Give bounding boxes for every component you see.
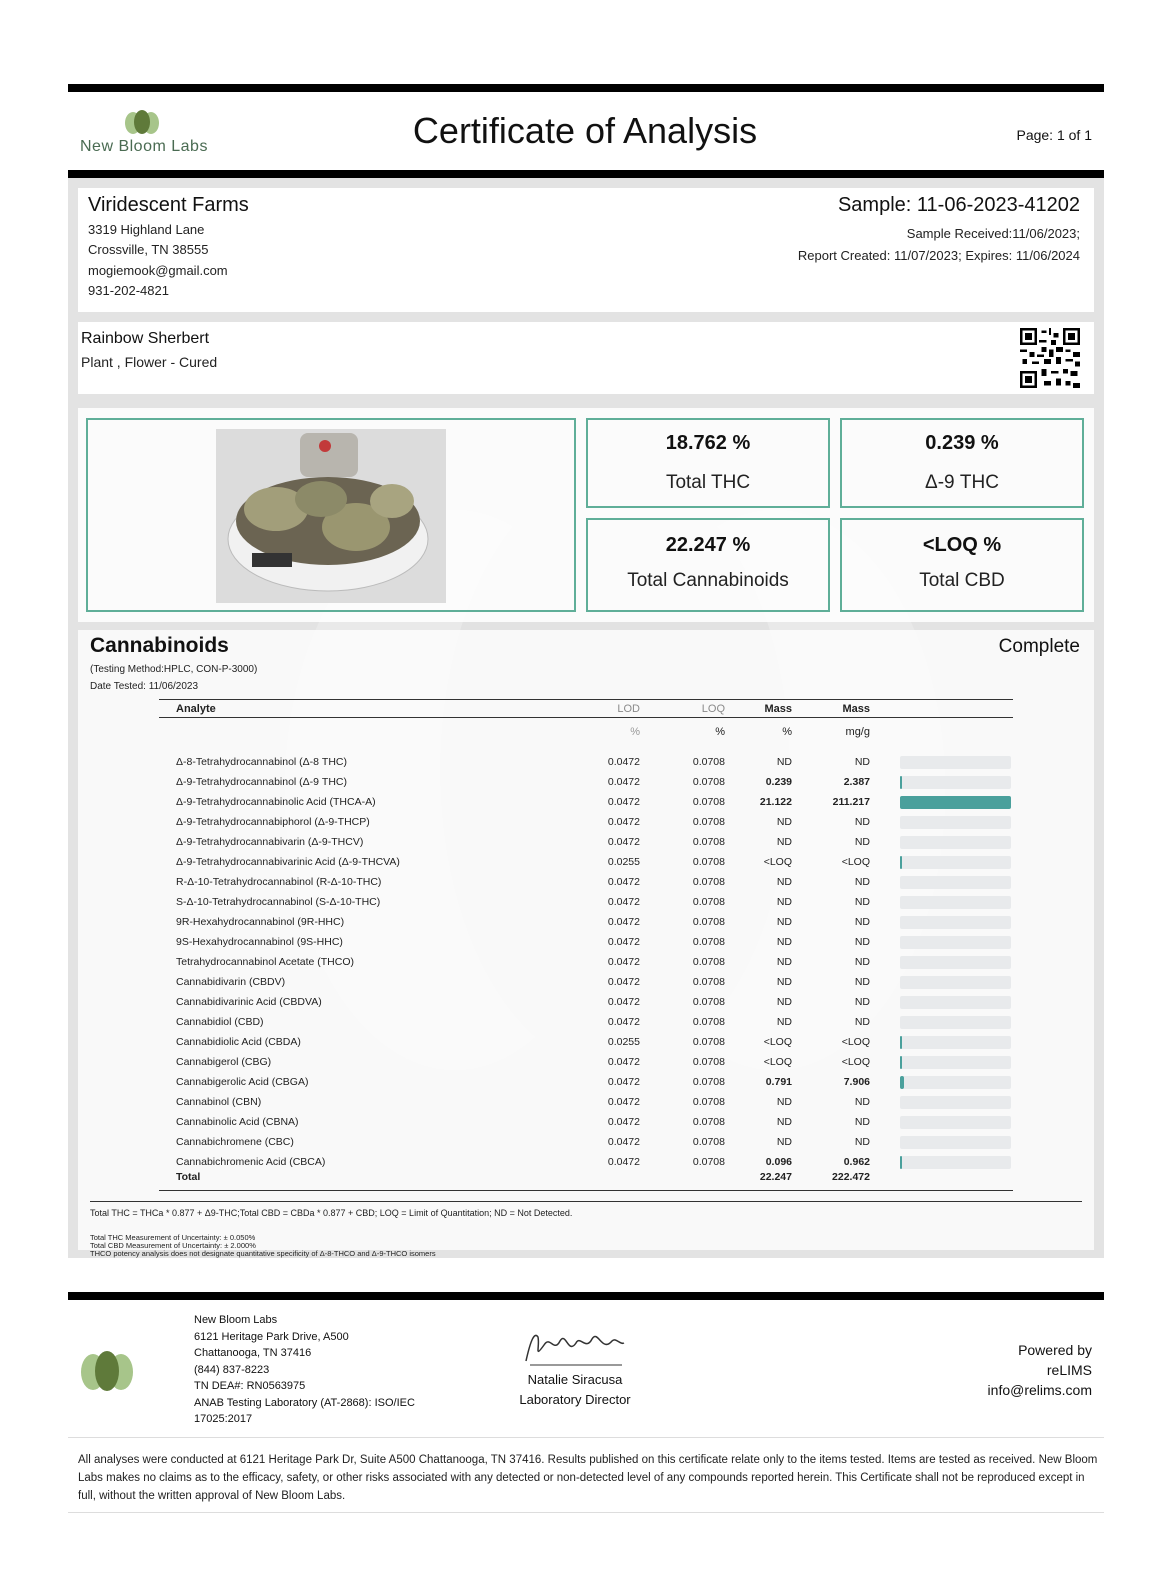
- page-title: Certificate of Analysis: [412, 110, 758, 151]
- lod-value: 0.0472: [607, 816, 640, 828]
- lod-value: 0.0472: [607, 916, 640, 928]
- section-title: Cannabinoids: [90, 634, 229, 657]
- table-row: [0, 912, 1170, 932]
- signer-name: Natalie Siracusa: [527, 1372, 623, 1387]
- mass-pct-value: ND: [776, 1136, 792, 1148]
- mass-bar-track: [900, 876, 1011, 889]
- analyte-name: Cannabidiol (CBD): [176, 1016, 264, 1028]
- product-name: Rainbow Sherbert: [81, 330, 210, 347]
- analyte-name: Δ-9-Tetrahydrocannabiphorol (Δ-9-THCP): [176, 816, 370, 828]
- date-tested: Date Tested: 11/06/2023: [90, 681, 199, 692]
- mass-mg-value: 7.906: [843, 1076, 870, 1088]
- analyte-name: Δ-8-Tetrahydrocannabinol (Δ-8 THC): [176, 756, 348, 768]
- loq-value: 0.0708: [692, 796, 725, 808]
- lab-address2: Chattanooga, TN 37416: [194, 1347, 312, 1359]
- total-mass-mg: 222.472: [832, 1171, 870, 1183]
- mass-bar-track: [900, 1116, 1011, 1129]
- mass-bar-fill: [900, 1076, 904, 1089]
- mass-pct-value: 0.791: [765, 1076, 792, 1088]
- loq-value: 0.0708: [692, 776, 725, 788]
- status-label: Complete: [998, 636, 1080, 657]
- table-header-rule: [159, 717, 1013, 718]
- mass-bar-fill: [900, 796, 1011, 809]
- powered-by-label: Powered by: [1018, 1342, 1092, 1358]
- product-panel: [78, 322, 1094, 394]
- mass-pct-value: ND: [776, 756, 792, 768]
- lab-accreditation-standard: 17025:2017: [194, 1413, 253, 1425]
- mass-mg-value: <LOQ: [841, 1056, 870, 1068]
- mass-pct-value: ND: [776, 916, 792, 928]
- lod-value: 0.0472: [607, 1156, 640, 1168]
- analyte-name: Cannabichromenic Acid (CBCA): [176, 1156, 326, 1168]
- mass-pct-value: 0.096: [765, 1156, 792, 1168]
- loq-value: 0.0708: [692, 856, 725, 868]
- loq-value: 0.0708: [692, 936, 725, 948]
- bloom-logo-icon: [124, 109, 160, 135]
- analyte-name: Δ-9-Tetrahydrocannabivarin (Δ-9-THCV): [176, 836, 364, 848]
- lod-value: 0.0472: [607, 896, 640, 908]
- mass-bar-track: [900, 936, 1011, 949]
- client-address1: 3319 Highland Lane: [88, 222, 205, 237]
- loq-value: 0.0708: [692, 1076, 725, 1088]
- mass-bar-track: [900, 1016, 1011, 1029]
- table-row: [0, 832, 1170, 852]
- client-address2: Crossville, TN 38555: [88, 242, 209, 257]
- loq-value: 0.0708: [692, 836, 725, 848]
- lod-value: 0.0472: [607, 1136, 640, 1148]
- analyte-name: Cannabigerol (CBG): [176, 1056, 272, 1068]
- total-cbd-label: Total CBD: [919, 570, 1005, 591]
- unit-loq: %: [715, 726, 725, 738]
- client-name: Viridescent Farms: [88, 194, 249, 216]
- loq-value: 0.0708: [692, 916, 725, 928]
- total-thc-value: 18.762 %: [665, 432, 751, 454]
- lab-accreditation: ANAB Testing Laboratory (AT-2868): ISO/IEC: [194, 1397, 415, 1409]
- lod-value: 0.0472: [607, 976, 640, 988]
- table-row: [0, 952, 1170, 972]
- lab-address1: 6121 Heritage Park Drive, A500: [194, 1331, 349, 1343]
- testing-method: (Testing Method:HPLC, CON-P-3000): [90, 664, 258, 675]
- mass-bar-track: [900, 1036, 1011, 1049]
- mass-bar-track: [900, 856, 1011, 869]
- mass-pct-value: ND: [776, 976, 792, 988]
- header-rule: [68, 170, 1104, 178]
- total-cannabinoids-label: Total Cannabinoids: [627, 570, 789, 591]
- table-row: [0, 772, 1170, 792]
- table-top-rule: [159, 699, 1013, 700]
- footer-logo-icon: [80, 1350, 134, 1392]
- analyte-name: Cannabinol (CBN): [176, 1096, 262, 1108]
- mass-mg-value: ND: [854, 836, 870, 848]
- lod-value: 0.0472: [607, 876, 640, 888]
- unit-mass-pct: %: [782, 726, 792, 738]
- mass-pct-value: ND: [776, 836, 792, 848]
- header-mass-pct: Mass: [764, 703, 792, 715]
- table-row: [0, 1052, 1170, 1072]
- sample-id: Sample: 11-06-2023-41202: [837, 194, 1080, 216]
- lod-value: 0.0255: [607, 856, 640, 868]
- mass-mg-value: 2.387: [843, 776, 870, 788]
- mass-pct-value: 0.239: [765, 776, 792, 788]
- total-thc-label: Total THC: [665, 472, 751, 493]
- total-cbd-box: [840, 518, 1084, 612]
- client-email: mogiemook@gmail.com: [88, 263, 228, 278]
- table-row: [0, 792, 1170, 812]
- mass-mg-value: ND: [854, 936, 870, 948]
- mass-mg-value: ND: [854, 1136, 870, 1148]
- loq-value: 0.0708: [692, 1036, 725, 1048]
- report-dates: Report Created: 11/07/2023; Expires: 11/06/2024: [797, 248, 1080, 263]
- mass-bar-track: [900, 916, 1011, 929]
- mass-pct-value: <LOQ: [763, 1036, 792, 1048]
- mass-pct-value: <LOQ: [763, 1056, 792, 1068]
- mass-pct-value: 21.122: [759, 796, 792, 808]
- mass-mg-value: ND: [854, 916, 870, 928]
- mass-mg-value: <LOQ: [841, 1036, 870, 1048]
- mass-bar-track: [900, 896, 1011, 909]
- loq-value: 0.0708: [692, 816, 725, 828]
- loq-value: 0.0708: [692, 976, 725, 988]
- analyte-name: Cannabinolic Acid (CBNA): [176, 1116, 299, 1128]
- analyte-name: Cannabidiolic Acid (CBDA): [176, 1036, 301, 1048]
- analyte-name: 9S-Hexahydrocannabinol (9S-HHC): [176, 936, 343, 948]
- product-type: Plant , Flower - Cured: [81, 354, 218, 370]
- unit-lod: %: [630, 726, 640, 738]
- mass-pct-value: <LOQ: [763, 856, 792, 868]
- uncertainty-thc: Total THC Measurement of Uncertainty: ± 0.050%: [90, 1233, 256, 1242]
- mass-pct-value: ND: [776, 816, 792, 828]
- table-row: [0, 1132, 1170, 1152]
- mass-bar-track: [900, 1076, 1011, 1089]
- table-row: [0, 752, 1170, 772]
- mass-bar-track: [900, 1136, 1011, 1149]
- mass-mg-value: 211.217: [832, 796, 870, 808]
- table-row: [0, 892, 1170, 912]
- analyte-name: Cannabidivarinic Acid (CBDVA): [176, 996, 322, 1008]
- loq-value: 0.0708: [692, 896, 725, 908]
- table-row: [0, 872, 1170, 892]
- analyte-name: Δ-9-Tetrahydrocannabinol (Δ-9 THC): [176, 776, 348, 788]
- sample-received: Sample Received:11/06/2023;: [906, 226, 1080, 241]
- total-cbd-value: <LOQ %: [922, 534, 1002, 556]
- mass-bar-track: [900, 1096, 1011, 1109]
- total-cannabinoids-value: 22.247 %: [665, 534, 751, 556]
- table-row: [0, 972, 1170, 992]
- mass-pct-value: ND: [776, 956, 792, 968]
- mass-bar-fill: [900, 776, 902, 789]
- lod-value: 0.0472: [607, 956, 640, 968]
- mass-bar-track: [900, 956, 1011, 969]
- logo-text: New Bloom Labs: [80, 138, 208, 155]
- mass-bar-track: [900, 796, 1011, 809]
- analyte-name: Cannabichromene (CBC): [176, 1136, 294, 1148]
- table-row: [0, 1072, 1170, 1092]
- mass-pct-value: ND: [776, 936, 792, 948]
- mass-mg-value: ND: [854, 1116, 870, 1128]
- loq-value: 0.0708: [692, 1156, 725, 1168]
- total-mass-pct: 22.247: [759, 1171, 792, 1183]
- lab-dea: TN DEA#: RN0563975: [194, 1380, 306, 1392]
- lod-value: 0.0472: [607, 996, 640, 1008]
- lod-value: 0.0472: [607, 936, 640, 948]
- loq-value: 0.0708: [692, 1016, 725, 1028]
- header-lod: LOD: [617, 703, 640, 715]
- table-row: [0, 1112, 1170, 1132]
- header-mass-mg: Mass: [842, 703, 870, 715]
- analyte-name: R-Δ-10-Tetrahydrocannabinol (R-Δ-10-THC): [176, 876, 382, 888]
- mass-bar-track: [900, 756, 1011, 769]
- mass-mg-value: ND: [854, 756, 870, 768]
- table-row: [0, 992, 1170, 1012]
- lod-value: 0.0472: [607, 1116, 640, 1128]
- footer-rule: [68, 1292, 1104, 1300]
- table-row: [0, 812, 1170, 832]
- mass-bar-track: [900, 816, 1011, 829]
- loq-value: 0.0708: [692, 1136, 725, 1148]
- table-row: [0, 1092, 1170, 1112]
- table-row: [0, 852, 1170, 872]
- mass-mg-value: ND: [854, 816, 870, 828]
- loq-value: 0.0708: [692, 956, 725, 968]
- lod-value: 0.0255: [607, 1036, 640, 1048]
- mass-mg-value: ND: [854, 996, 870, 1008]
- delta9-thc-value: 0.239 %: [925, 432, 999, 454]
- mass-bar-fill: [900, 1036, 902, 1049]
- analyte-name: 9R-Hexahydrocannabinol (9R-HHC): [176, 916, 345, 928]
- loq-value: 0.0708: [692, 1056, 725, 1068]
- mass-bar-track: [900, 776, 1011, 789]
- signer-title: Laboratory Director: [519, 1392, 631, 1407]
- mass-pct-value: ND: [776, 1016, 792, 1028]
- powered-by-email: info@relims.com: [987, 1382, 1092, 1398]
- loq-value: 0.0708: [692, 1116, 725, 1128]
- table-row: [0, 1012, 1170, 1032]
- thco-note: THCO potency analysis does not designate quantitative specificity of Δ-8-THCO and Δ-9-THCO isomers: [90, 1249, 436, 1258]
- total-row: [0, 1167, 1170, 1187]
- loq-value: 0.0708: [692, 1096, 725, 1108]
- lod-value: 0.0472: [607, 756, 640, 768]
- analyte-name: Cannabidivarin (CBDV): [176, 976, 286, 988]
- mass-mg-value: ND: [854, 896, 870, 908]
- mass-pct-value: ND: [776, 1096, 792, 1108]
- disclaimer-text: All analyses were conducted at 6121 Heritage Park Dr, Suite A500 Chattanooga, TN 37416. Results published on this certificate relate only to the items tested. Items are tested as received. New Bloom Labs makes no claims as to the efficacy, safety, or other risks associated with any detected or non-detected level of any compounds reported herein. This Certificate shall not be reproduced except in full, without the written approval of New Bloom Labs.: [78, 1454, 1098, 1502]
- table-row: [0, 932, 1170, 952]
- loq-value: 0.0708: [692, 756, 725, 768]
- lod-value: 0.0472: [607, 1016, 640, 1028]
- mass-mg-value: <LOQ: [841, 856, 870, 868]
- lod-value: 0.0472: [607, 776, 640, 788]
- mass-mg-value: ND: [854, 976, 870, 988]
- table-bottom-rule: [159, 1190, 1013, 1191]
- analyte-name: S-Δ-10-Tetrahydrocannabinol (S-Δ-10-THC): [176, 896, 381, 908]
- mass-pct-value: ND: [776, 1116, 792, 1128]
- disclaimer-bottom-rule: [68, 1512, 1104, 1513]
- table-row: [0, 1032, 1170, 1052]
- header-loq: LOQ: [701, 703, 725, 715]
- mass-pct-value: ND: [776, 896, 792, 908]
- loq-value: 0.0708: [692, 876, 725, 888]
- lod-value: 0.0472: [607, 1056, 640, 1068]
- unit-mass-mg: mg/g: [845, 726, 870, 738]
- lab-phone: (844) 837-8223: [194, 1364, 270, 1376]
- mass-pct-value: ND: [776, 876, 792, 888]
- mass-bar-track: [900, 836, 1011, 849]
- mass-bar-fill: [900, 856, 902, 869]
- lod-value: 0.0472: [607, 1096, 640, 1108]
- analyte-name: Δ-9-Tetrahydrocannabinolic Acid (THCA-A): [176, 796, 376, 808]
- mass-bar-track: [900, 996, 1011, 1009]
- qr-code-icon: [1020, 328, 1080, 388]
- lod-value: 0.0472: [607, 1076, 640, 1088]
- page-number: Page: 1 of 1: [1016, 127, 1092, 143]
- mass-mg-value: ND: [854, 956, 870, 968]
- lod-value: 0.0472: [607, 796, 640, 808]
- analyte-name: Tetrahydrocannabinol Acetate (THCO): [176, 956, 355, 968]
- mass-mg-value: ND: [854, 876, 870, 888]
- mass-bar-fill: [900, 1056, 902, 1069]
- mass-mg-value: 0.962: [843, 1156, 870, 1168]
- mass-bar-track: [900, 976, 1011, 989]
- sample-photo: [216, 429, 446, 603]
- mass-bar-track: [900, 1056, 1011, 1069]
- mass-mg-value: ND: [854, 1016, 870, 1028]
- disclaimer-top-rule: [68, 1437, 1104, 1438]
- calculation-note: Total THC = THCa * 0.877 + Δ9-THC;Total CBD = CBDa * 0.877 + CBD; LOQ = Limit of Quantitation; ND = Not Detected.: [90, 1208, 573, 1218]
- total-cannabinoids-box: [586, 518, 830, 612]
- total-label: Total: [176, 1171, 201, 1183]
- client-phone: 931-202-4821: [88, 283, 169, 298]
- loq-value: 0.0708: [692, 996, 725, 1008]
- notes-rule: [90, 1201, 1082, 1202]
- header-analyte: Analyte: [176, 703, 216, 715]
- mass-mg-value: ND: [854, 1096, 870, 1108]
- analyte-name: Δ-9-Tetrahydrocannabivarinic Acid (Δ-9-THCVA): [176, 856, 400, 868]
- uncertainty-cbd: Total CBD Measurement of Uncertainty: ± 2.000%: [90, 1241, 256, 1250]
- delta9-thc-label: Δ-9 THC: [925, 472, 999, 493]
- mass-pct-value: ND: [776, 996, 792, 1008]
- signature-image: [520, 1323, 630, 1371]
- lod-value: 0.0472: [607, 836, 640, 848]
- top-rule: [68, 84, 1104, 92]
- powered-by-name: reLIMS: [1046, 1362, 1092, 1378]
- lab-name: New Bloom Labs: [194, 1314, 278, 1326]
- analyte-name: Cannabigerolic Acid (CBGA): [176, 1076, 309, 1088]
